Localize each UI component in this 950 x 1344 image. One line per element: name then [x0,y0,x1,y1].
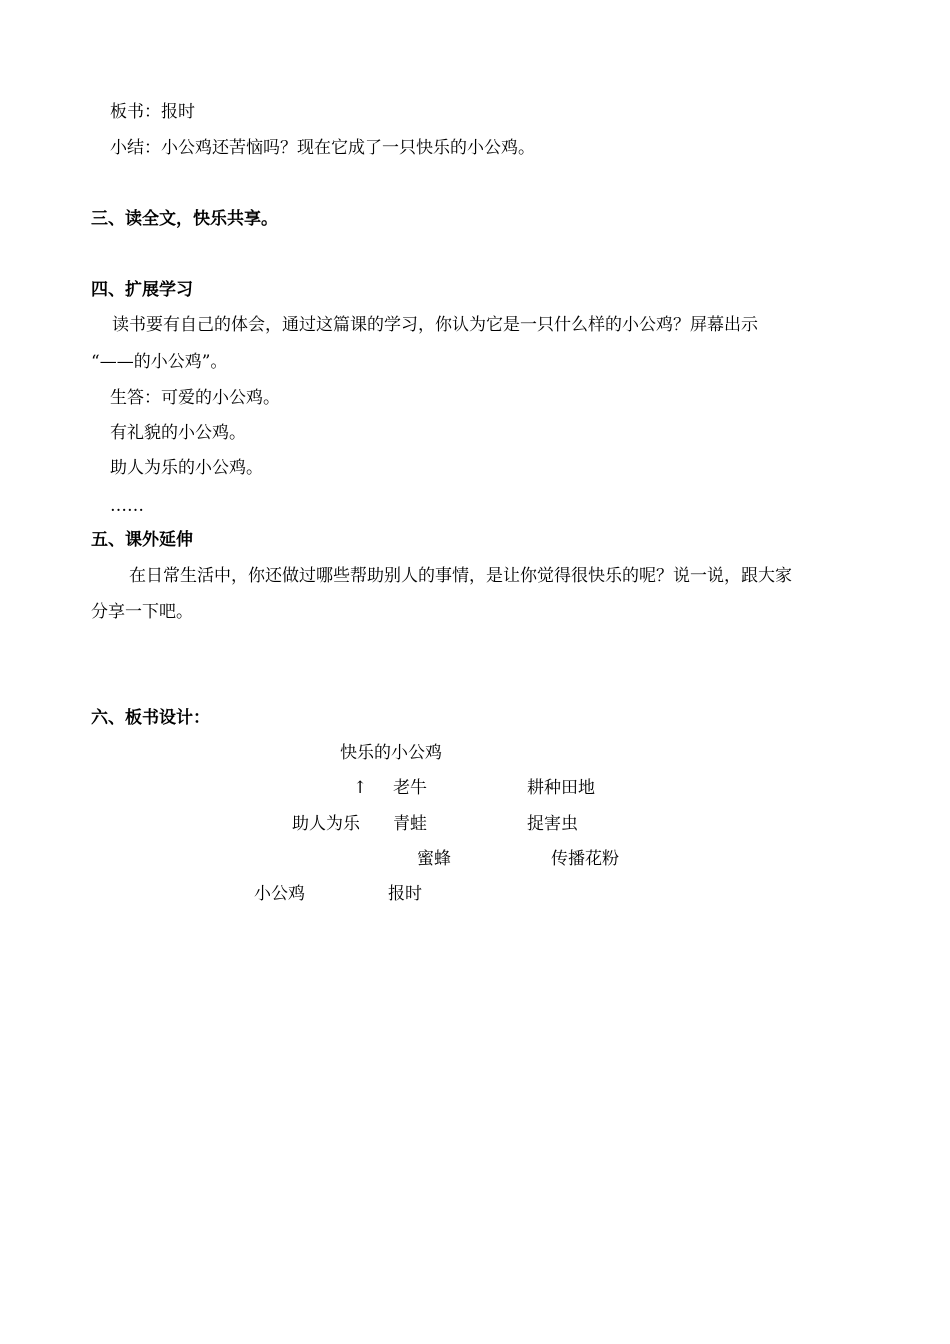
section5-paragraph-line1: 在日常生活中，你还做过哪些帮助别人的事情，是让你觉得很快乐的呢？说一说，跟大家 [129,566,792,586]
helper-deed-2: 捉害虫 [527,814,578,834]
helper-deed-1: 耕种田地 [527,778,595,798]
section3-heading: 三、读全文，快乐共享。 [91,209,278,229]
ellipsis-line: …… [110,496,144,516]
helper-deed-3: 传播花粉 [551,849,619,869]
summary-line: 小结：小公鸡还苦恼吗？现在它成了一只快乐的小公鸡。 [110,138,535,158]
helper-name-2: 青蛙 [393,814,427,834]
helper-name-4: 报时 [388,884,422,904]
section5-paragraph-line2: 分享一下吧。 [91,602,193,622]
student-answer-3: 助人为乐的小公鸡。 [110,458,263,478]
board-bottom-left: 小公鸡 [254,884,305,904]
helper-name-3: 蜜蜂 [417,849,451,869]
board-note-line: 板书：报时 [110,102,195,122]
up-arrow-icon: ↑ [353,778,368,798]
section6-heading: 六、板书设计： [91,708,210,728]
section5-heading: 五、课外延伸 [91,530,193,550]
section4-paragraph-line2: “——的小公鸡”。 [91,352,228,372]
student-answer-1: 生答：可爱的小公鸡。 [110,388,280,408]
student-answer-2: 有礼貌的小公鸡。 [110,423,246,443]
section4-paragraph-line1: 读书要有自己的体会，通过这篇课的学习，你认为它是一只什么样的小公鸡？屏幕出示 [112,315,758,335]
board-title: 快乐的小公鸡 [340,743,442,763]
helper-name-1: 老牛 [393,778,427,798]
board-left-label: 助人为乐 [292,814,360,834]
section4-heading: 四、扩展学习 [91,280,193,300]
